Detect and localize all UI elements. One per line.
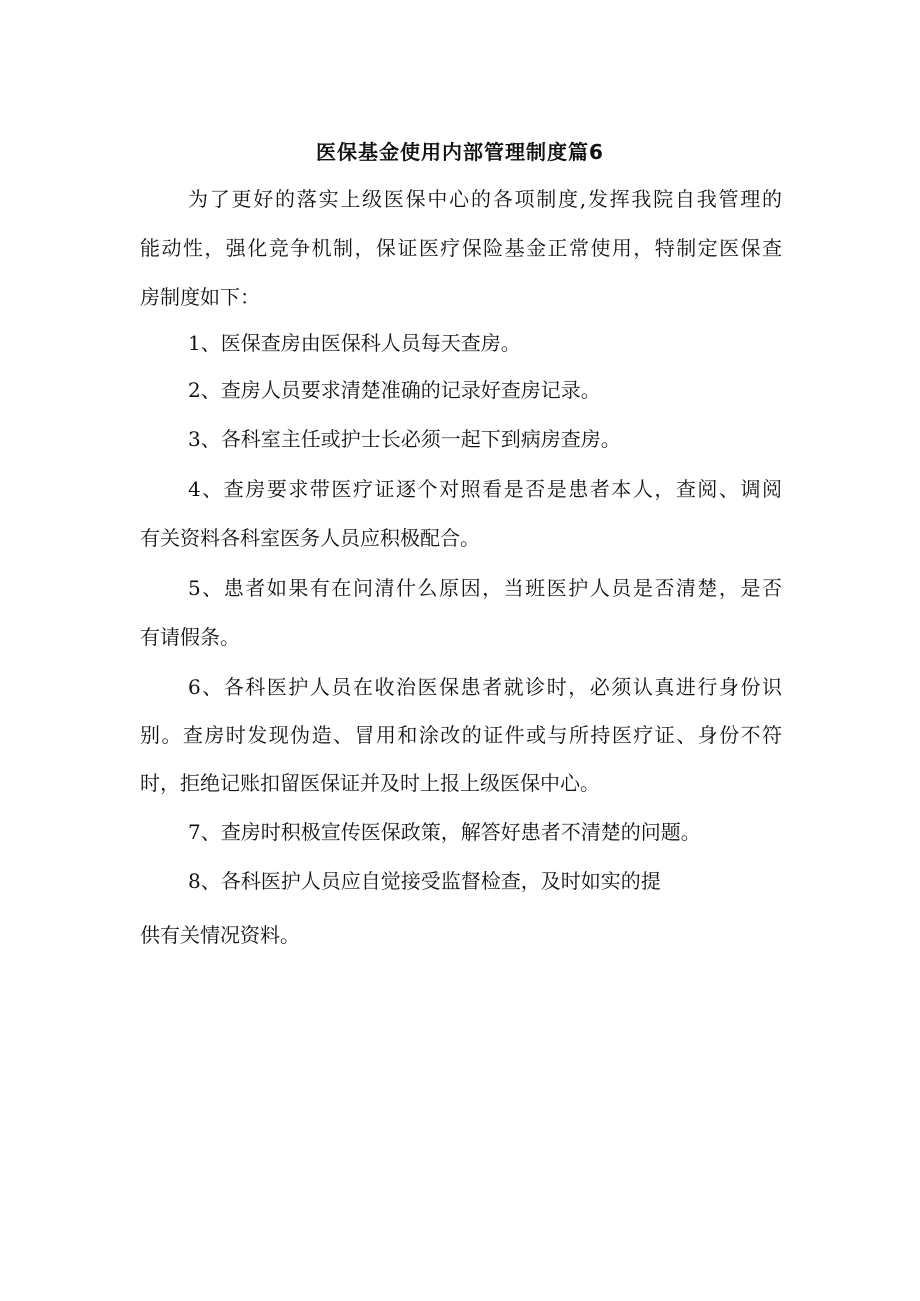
list-item: 6、各科医护人员在收治医保患者就诊时，必须认真进行身份识 — [188, 675, 782, 699]
paragraph-line: 为了更好的落实上级医保中心的各项制度,发挥我院自我管理的 — [188, 187, 782, 211]
list-item: 1、医保查房由医保科人员每天查房。 — [188, 331, 521, 355]
list-item-continuation: 有关资料各科室医务人员应积极配合。 — [140, 526, 480, 550]
list-item-continuation: 有请假条。 — [140, 625, 240, 649]
list-item: 5、患者如果有在问清什么原因，当班医护人员是否清楚，是否 — [188, 576, 782, 600]
list-item-continuation: 供有关情况资料。 — [140, 923, 300, 947]
list-item-continuation: 时，拒绝记账扣留医保证并及时上报上级医保中心。 — [140, 771, 600, 795]
list-item-continuation: 别。查房时发现伪造、冒用和涂改的证件或与所持医疗证、身份不符 — [140, 723, 782, 747]
list-item: 3、各科室主任或护士长必须一起下到病房查房。 — [188, 427, 621, 451]
list-item: 7、查房时积极宣传医保政策，解答好患者不清楚的问题。 — [188, 820, 701, 844]
list-item: 8、各科医护人员应自觉接受监督检查，及时如实的提 — [188, 869, 661, 893]
paragraph-line: 能动性，强化竞争机制，保证医疗保险基金正常使用，特制定医保查 — [140, 236, 782, 260]
list-item: 4、查房要求带医疗证逐个对照看是否是患者本人，查阅、调阅 — [188, 477, 782, 501]
paragraph-line: 房制度如下： — [140, 285, 260, 309]
list-item: 2、查房人员要求清楚准确的记录好查房记录。 — [188, 378, 601, 402]
document-title: 医保基金使用内部管理制度篇6 — [316, 140, 604, 164]
